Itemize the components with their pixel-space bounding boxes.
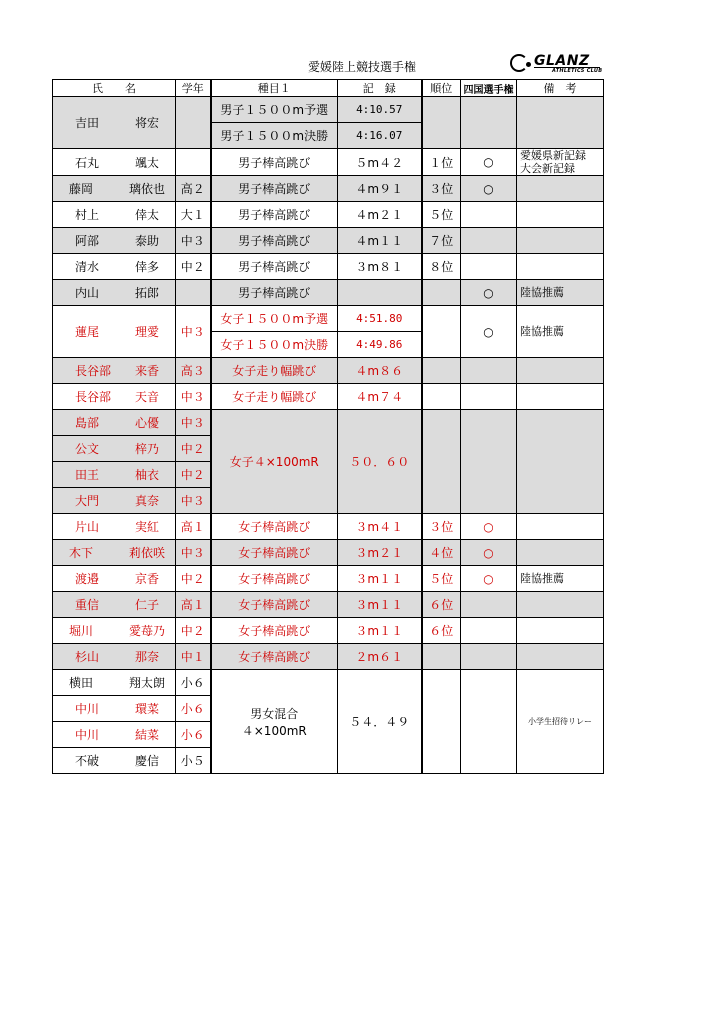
rank-cell: ３位: [422, 176, 461, 202]
given-name: 心優: [134, 416, 159, 430]
record-cell: ３m１１: [338, 566, 422, 592]
event-cell: 女子棒高跳び: [211, 592, 338, 618]
rank-cell: ６位: [422, 618, 461, 644]
grade-cell: 小６: [176, 670, 211, 696]
header-name: 氏 名: [53, 80, 176, 97]
event-cell: 男子棒高跳び: [211, 202, 338, 228]
remarks-cell: [517, 176, 604, 202]
table-row: [53, 592, 604, 618]
logo-dot: [526, 62, 531, 67]
table-row: [53, 202, 604, 228]
family-name: 渡邉: [74, 572, 99, 586]
shikoku-cell: ○: [461, 306, 517, 358]
grade-cell: 小６: [176, 696, 211, 722]
event-line: ４×100mR: [241, 723, 307, 738]
given-name: 倖多: [134, 260, 159, 274]
remarks-cell: [517, 149, 604, 176]
given-name: 倖太: [134, 208, 159, 222]
family-name: 蓮尾: [74, 325, 99, 339]
remarks-cell: [517, 202, 604, 228]
athlete-name: [53, 514, 176, 540]
event-cell: 女子棒高跳び: [211, 618, 338, 644]
page-title: 愛媛陸上競技選手権: [307, 60, 416, 74]
given-name: 真奈: [134, 494, 159, 508]
family-name: 重信: [74, 598, 99, 612]
rank-cell: [422, 280, 461, 306]
header-record: 記 録: [338, 80, 422, 97]
record-cell: ４m８６: [338, 358, 422, 384]
given-name: 颯太: [134, 155, 159, 170]
remarks-cell: [517, 618, 604, 644]
athlete-name: [53, 696, 176, 722]
family-name: 藤岡: [68, 182, 93, 196]
family-name: 島部: [74, 416, 99, 430]
remarks-cell: [517, 358, 604, 384]
given-name: 那奈: [134, 650, 159, 664]
table-row: [53, 514, 604, 540]
rank-cell: [422, 644, 461, 670]
event-cell: 女子１５００m決勝: [211, 332, 338, 358]
given-name: 翔太朗: [128, 676, 165, 690]
rank-cell: １位: [422, 149, 461, 176]
header-shikoku: 四国選手権: [461, 80, 517, 97]
athlete-name: [53, 566, 176, 592]
athlete-name: [53, 436, 176, 462]
event-cell: 女子棒高跳び: [211, 644, 338, 670]
athlete-name: [53, 202, 176, 228]
grade-cell: 中３: [176, 384, 211, 410]
given-name: 梓乃: [134, 442, 159, 456]
table-row: [53, 384, 604, 410]
event-cell: 男子棒高跳び: [211, 280, 338, 306]
given-name: 環菜: [134, 702, 159, 716]
rank-cell: [422, 306, 461, 358]
grade-cell: 中２: [176, 436, 211, 462]
record-cell: ５０．６０: [338, 410, 422, 514]
grade-cell: 小６: [176, 722, 211, 748]
table-row: [53, 149, 604, 176]
event-cell: 男子１５００m予選: [211, 97, 338, 123]
table-row: [53, 644, 604, 670]
shikoku-cell: ○: [461, 540, 517, 566]
rank-cell: ７位: [422, 228, 461, 254]
table-row: [53, 566, 604, 592]
family-name: 公文: [74, 442, 99, 456]
remarks-cell: [517, 540, 604, 566]
grade-cell: 中３: [176, 228, 211, 254]
grade-cell: 中３: [176, 488, 211, 514]
athlete-name: [53, 618, 176, 644]
shikoku-cell: [461, 644, 517, 670]
event-cell: 女子棒高跳び: [211, 540, 338, 566]
grade-cell: 中３: [176, 306, 211, 358]
remarks-cell: [517, 97, 604, 149]
athlete-name: [53, 149, 176, 176]
given-name: 柚衣: [134, 468, 159, 482]
athlete-name: [53, 722, 176, 748]
shikoku-cell: ○: [461, 280, 517, 306]
family-name: 石丸: [74, 155, 99, 170]
given-name: 璃依也: [128, 182, 165, 196]
given-name: 天音: [134, 390, 159, 404]
remarks-cell: [517, 592, 604, 618]
header-grade: 学年: [176, 80, 211, 97]
shikoku-cell: ○: [461, 514, 517, 540]
shikoku-cell: ○: [461, 566, 517, 592]
rank-cell: [422, 410, 461, 514]
event-cell: 男子棒高跳び: [211, 228, 338, 254]
shikoku-cell: ○: [461, 176, 517, 202]
rank-cell: [422, 97, 461, 149]
shikoku-cell: [461, 228, 517, 254]
athlete-name: [53, 644, 176, 670]
family-name: 中川: [74, 702, 99, 716]
header-event: 種目１: [211, 80, 338, 97]
rank-cell: [422, 670, 461, 774]
family-name: 田王: [74, 468, 99, 482]
given-name: 愛苺乃: [128, 624, 165, 638]
table-row: [53, 176, 604, 202]
table-row: [53, 228, 604, 254]
remarks-cell: 陸協推薦: [517, 280, 604, 306]
rank-cell: ３位: [422, 514, 461, 540]
record-cell: ３m１１: [338, 618, 422, 644]
record-cell: 4:10.57: [338, 97, 422, 123]
athlete-name: [53, 97, 176, 149]
shikoku-cell: [461, 670, 517, 774]
event-cell: 女子１５００m予選: [211, 306, 338, 332]
event-cell: 男子棒高跳び: [211, 254, 338, 280]
record-cell: ４m９１: [338, 176, 422, 202]
event-line: 男女混合: [250, 706, 299, 721]
logo-sub: ATHLETICS CLUB: [552, 68, 603, 74]
family-name: 内山: [74, 286, 99, 300]
rank-cell: ８位: [422, 254, 461, 280]
record-cell: ４m７４: [338, 384, 422, 410]
record-cell: ５４．４９: [338, 670, 422, 774]
given-name: 実紅: [134, 520, 159, 534]
family-name: 横田: [68, 676, 93, 690]
record-cell: ３m１１: [338, 592, 422, 618]
shikoku-cell: [461, 410, 517, 514]
shikoku-cell: [461, 202, 517, 228]
grade-cell: 高３: [176, 358, 211, 384]
grade-cell: 中２: [176, 254, 211, 280]
remarks-cell: 陸協推薦: [517, 306, 604, 358]
grade-cell: 中１: [176, 644, 211, 670]
table-row: [53, 254, 604, 280]
shikoku-cell: [461, 358, 517, 384]
record-cell: ３m２１: [338, 540, 422, 566]
shikoku-cell: [461, 592, 517, 618]
athlete-name: [53, 384, 176, 410]
family-name: 堀川: [68, 624, 93, 638]
table-row: [53, 97, 604, 123]
rank-cell: [422, 358, 461, 384]
shikoku-cell: [461, 254, 517, 280]
event-cell: 男子棒高跳び: [211, 176, 338, 202]
family-name: 吉田: [74, 116, 99, 130]
family-name: 木下: [68, 546, 93, 560]
table-row: [53, 280, 604, 306]
athlete-name: [53, 488, 176, 514]
remarks-cell: 陸協推薦: [517, 566, 604, 592]
grade-cell: 高１: [176, 592, 211, 618]
given-name: 理愛: [134, 325, 159, 339]
remarks-line: 大会新記録: [520, 162, 575, 175]
remarks-cell: 小学生招待リレー: [517, 670, 604, 774]
grade-cell: [176, 149, 211, 176]
table-row: [53, 358, 604, 384]
rank-cell: ５位: [422, 202, 461, 228]
athlete-name: [53, 748, 176, 774]
athlete-name: [53, 592, 176, 618]
record-cell: ２m６１: [338, 644, 422, 670]
grade-cell: 高２: [176, 176, 211, 202]
shikoku-cell: [461, 384, 517, 410]
family-name: 片山: [74, 520, 99, 534]
record-cell: ４m２１: [338, 202, 422, 228]
shikoku-cell: ○: [461, 149, 517, 176]
header-remarks: 備 考: [517, 80, 604, 97]
event-cell: 男子棒高跳び: [211, 149, 338, 176]
header-rank: 順位: [422, 80, 461, 97]
grade-cell: 中２: [176, 618, 211, 644]
remarks-line: 愛媛県新記録: [520, 149, 586, 162]
header-row: [53, 80, 604, 97]
grade-cell: 高１: [176, 514, 211, 540]
record-cell: ３m４１: [338, 514, 422, 540]
remarks-cell: [517, 514, 604, 540]
table-row: [53, 670, 604, 696]
given-name: 京香: [134, 572, 159, 586]
given-name: 拓郎: [134, 286, 159, 300]
given-name: 結菜: [134, 728, 159, 742]
record-cell: ５m４２: [338, 149, 422, 176]
family-name: 大門: [74, 494, 99, 508]
record-cell: 4:16.07: [338, 123, 422, 149]
grade-cell: 中３: [176, 410, 211, 436]
record-cell: ４m１１: [338, 228, 422, 254]
athlete-name: [53, 306, 176, 358]
grade-cell: 中２: [176, 566, 211, 592]
remarks-cell: [517, 228, 604, 254]
family-name: 不破: [74, 754, 99, 768]
grade-cell: 小５: [176, 748, 211, 774]
shikoku-cell: [461, 618, 517, 644]
athlete-name: [53, 540, 176, 566]
shikoku-cell: [461, 97, 517, 149]
event-cell: 女子棒高跳び: [211, 566, 338, 592]
athlete-name: [53, 176, 176, 202]
remarks-cell: [517, 410, 604, 514]
given-name: 来香: [134, 364, 159, 378]
athlete-name: [53, 254, 176, 280]
logo-brand: GLANZ: [534, 53, 590, 69]
record-cell: 4:51.80: [338, 306, 422, 332]
event-cell: 女子走り幅跳び: [211, 358, 338, 384]
grade-cell: [176, 280, 211, 306]
given-name: 莉依咲: [128, 546, 165, 560]
rank-cell: ６位: [422, 592, 461, 618]
athlete-name: [53, 670, 176, 696]
results-table: [52, 79, 604, 774]
grade-cell: [176, 97, 211, 149]
table-row: [53, 306, 604, 332]
grade-cell: 大１: [176, 202, 211, 228]
given-name: 仁子: [134, 598, 159, 612]
record-cell: ３m８１: [338, 254, 422, 280]
remarks-cell: [517, 644, 604, 670]
record-cell: [338, 280, 422, 306]
family-name: 杉山: [74, 650, 99, 664]
record-cell: 4:49.86: [338, 332, 422, 358]
event-cell: [211, 670, 338, 774]
table-row: [53, 410, 604, 436]
family-name: 阿部: [74, 234, 99, 248]
athlete-name: [53, 462, 176, 488]
table-row: [53, 540, 604, 566]
event-cell: 男子１５００m決勝: [211, 123, 338, 149]
athlete-name: [53, 410, 176, 436]
athlete-name: [53, 358, 176, 384]
grade-cell: 中２: [176, 462, 211, 488]
event-cell: 女子４×100mR: [211, 410, 338, 514]
family-name: 長谷部: [74, 390, 111, 404]
family-name: 清水: [74, 260, 99, 274]
given-name: 慶信: [134, 754, 159, 768]
rank-cell: ４位: [422, 540, 461, 566]
given-name: 泰助: [134, 234, 159, 248]
given-name: 将宏: [134, 116, 159, 130]
rank-cell: ５位: [422, 566, 461, 592]
table-row: [53, 618, 604, 644]
glanz-logo: [508, 52, 604, 76]
family-name: 長谷部: [74, 364, 111, 378]
rank-cell: [422, 384, 461, 410]
athlete-name: [53, 280, 176, 306]
remarks-cell: [517, 384, 604, 410]
family-name: 村上: [74, 208, 99, 222]
athlete-name: [53, 228, 176, 254]
event-cell: 女子棒高跳び: [211, 514, 338, 540]
family-name: 中川: [74, 728, 99, 742]
grade-cell: 中３: [176, 540, 211, 566]
event-cell: 女子走り幅跳び: [211, 384, 338, 410]
remarks-cell: [517, 254, 604, 280]
